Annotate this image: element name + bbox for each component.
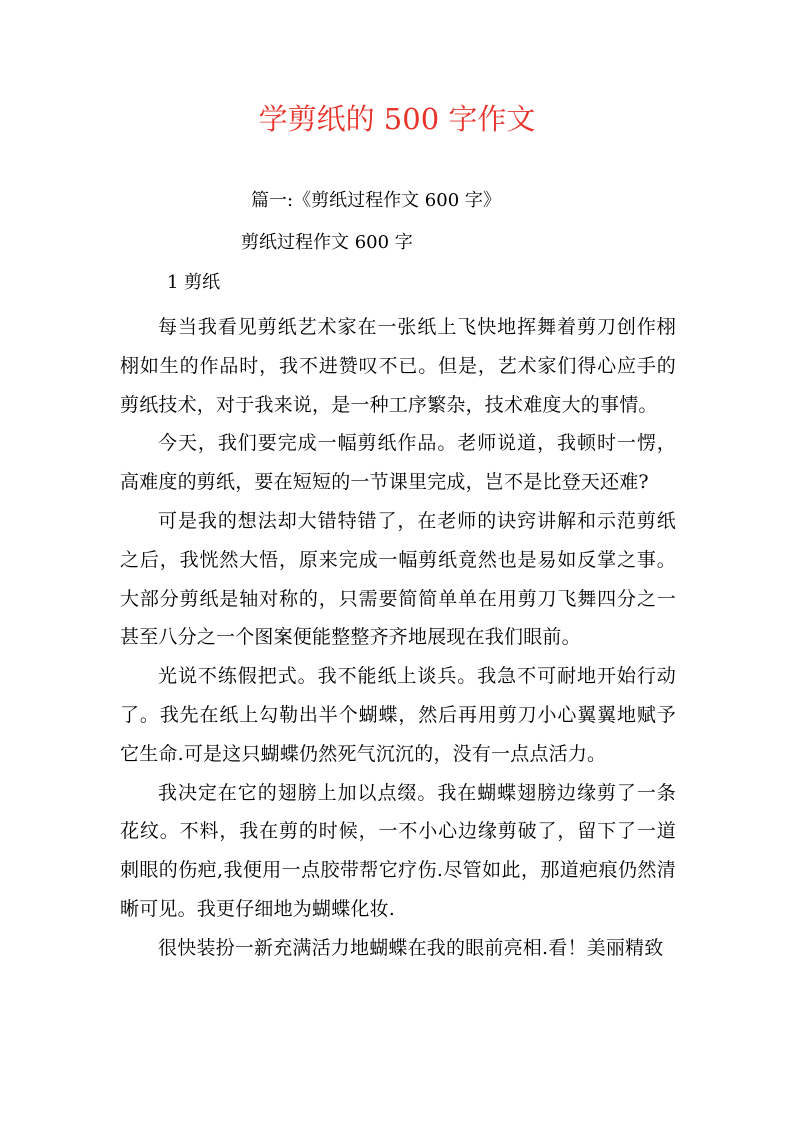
article-heading: 篇一:《剪纸过程作文 600 字》	[251, 190, 501, 211]
section-label: 1 剪纸	[167, 272, 221, 293]
document-title: 学剪纸的 500 字作文	[258, 102, 536, 136]
article-body	[120, 308, 676, 968]
article-subtitle: 剪纸过程作文 600 字	[241, 232, 413, 253]
paragraph: 我决定在它的翅膀上加以点缀。我在蝴蝶翅膀边缘剪了一条花纹。不料，我在剪的时候，一不小心边缘剪破了，留下了一道刺眼的伤疤,我便用一点胶带帮它疗伤.尽管如此，那道疤痕仍然清晰可见。我更仔细地为蝴蝶化妆.	[120, 781, 676, 920]
paragraph: 今天，我们要完成一幅剪纸作品。老师说道，我顿时一愣，高难度的剪纸，要在短短的一节课里完成，岂不是比登天还难?	[120, 432, 676, 494]
paragraph: 很快装扮一新充满活力地蝴蝶在我的眼前亮相.看！美丽精致	[158, 936, 664, 959]
paragraph: 可是我的想法却大错特错了，在老师的诀窍讲解和示范剪纸之后，我恍然大悟，原来完成一幅剪纸竟然也是易如反掌之事。大部分剪纸是轴对称的，只需要简简单单在用剪刀飞舞四分之一甚至八分之一个图案便能整整齐齐地展现在我们眼前。	[120, 509, 676, 649]
paragraph: 每当我看见剪纸艺术家在一张纸上飞快地挥舞着剪刀创作栩栩如生的作品时，我不进赞叹不已。但是，艺术家们得心应手的剪纸技术，对于我来说，是一种工序繁杂，技术难度大的事情。	[120, 316, 676, 416]
paragraph: 光说不练假把式。我不能纸上谈兵。我急不可耐地开始行动了。我先在纸上勾勒出半个蝴蝶，然后再用剪刀小心翼翼地赋予它生命.可是这只蝴蝶仍然死气沉沉的，没有一点点活力。	[120, 665, 676, 765]
